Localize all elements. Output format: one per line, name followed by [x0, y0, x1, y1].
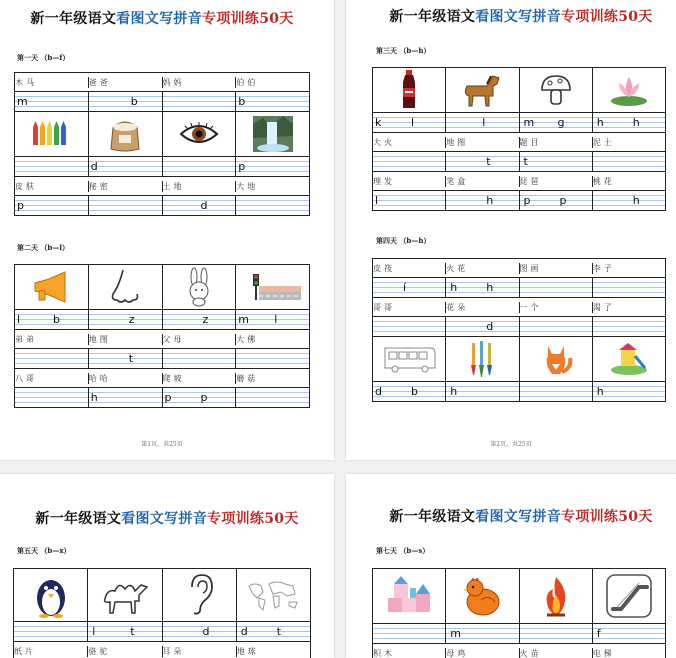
- eye-icon: [179, 122, 219, 146]
- page-footer: 第1页，共25页: [141, 441, 183, 448]
- word-row: 弟弟 地图 父母 大佛: [15, 329, 309, 348]
- playground-icon: [609, 342, 649, 376]
- day-7-label: 第七天 （b—s）: [376, 546, 430, 555]
- pinyin-row: d: [373, 316, 665, 336]
- page-title: 新一年级语文看图文写拼音专项训练50天: [389, 509, 653, 525]
- camel-icon: [99, 575, 151, 615]
- pinyin-row: m b b: [15, 91, 309, 111]
- worksheet-grid-4: [372, 258, 666, 402]
- word-row: 木马 爸爸 妈妈 伯伯: [15, 73, 309, 91]
- word-row: 皮筏 火花 图画 李子: [373, 259, 665, 277]
- hen-icon: [461, 574, 503, 618]
- pinyin-row: d b h h: [373, 381, 665, 401]
- pinyin-row: p d: [15, 195, 309, 215]
- rabbit-icon: [184, 267, 214, 307]
- day-1-label: 第一天 （b—f）: [17, 53, 70, 62]
- picture-row: [15, 111, 309, 156]
- page-title: 新一年级语文看图文写拼音专项训练50天: [35, 511, 299, 527]
- pinyin-row: t t: [373, 151, 665, 171]
- page-1: [0, 0, 334, 460]
- penguin-icon: [31, 572, 71, 618]
- horse-icon: [461, 72, 503, 108]
- word-row: 八哥 哈哈 爬坡 蘑菇: [15, 368, 309, 387]
- worksheet-grid-5: [13, 568, 311, 658]
- escalator-icon: [605, 573, 653, 619]
- flour-sack-icon: [105, 115, 145, 153]
- worksheet-grid-3: [372, 67, 666, 211]
- word-row: 哥哥 花朵 一个 渴了: [373, 297, 665, 316]
- picture-row: [14, 569, 310, 621]
- railroad-crossing-icon: [245, 272, 301, 302]
- pinyin-row: h p p: [15, 387, 309, 407]
- page-title: 新一年级语文看图文写拼音专项训练50天: [30, 11, 294, 27]
- day-4-label: 第四天 （b—h）: [376, 236, 431, 245]
- page-2: [346, 0, 676, 460]
- megaphone-icon: [31, 270, 71, 304]
- pinyin-row: t: [15, 348, 309, 368]
- pinyin-row: m f: [373, 623, 665, 643]
- word-row: 大火 地图 题目 泥土: [373, 132, 665, 151]
- page-footer: 第2页，共25页: [490, 441, 532, 448]
- picture-row: [373, 569, 665, 623]
- word-row: 纸片 骆驼 耳朵 地球: [14, 641, 310, 658]
- word-row: 积木 母鸡 火苗 电梯: [373, 643, 665, 658]
- day-3-label: 第三天 （b—h）: [376, 46, 431, 55]
- picture-row: [15, 265, 309, 309]
- crayons-icon: [31, 121, 71, 147]
- page-title: 新一年级语文看图文写拼音专项训练50天: [389, 9, 653, 25]
- worksheet-grid-1: [14, 72, 310, 216]
- day-2-label: 第二天 （b—l）: [17, 243, 69, 252]
- page-3: [0, 474, 334, 658]
- pinyin-row: l t d d t: [14, 621, 310, 641]
- day-5-label: 第五天 （b—x）: [17, 546, 71, 555]
- word-row: 理发 笔盒 琵琶 桃花: [373, 171, 665, 190]
- building-blocks-icon: [384, 574, 434, 618]
- pinyin-row: l b z z m l: [15, 309, 309, 329]
- pinyin-row: d p: [15, 156, 309, 176]
- paintbrushes-icon: [467, 339, 497, 379]
- picture-row: [373, 336, 665, 381]
- pinyin-row: í h h: [373, 277, 665, 297]
- lotus-icon: [609, 73, 649, 107]
- cola-bottle-icon: [399, 70, 419, 110]
- picture-row: [373, 68, 665, 112]
- flame-icon: [541, 575, 571, 617]
- worksheet-grid-7: [372, 568, 666, 658]
- word-row: 皮肤 秘密 土地 大地: [15, 176, 309, 195]
- nose-icon: [107, 268, 143, 306]
- fox-icon: [538, 340, 574, 378]
- bus-icon: [381, 344, 437, 374]
- world-map-icon: [245, 578, 301, 612]
- worksheet-grid-2: [14, 264, 310, 408]
- pinyin-row: l h p p h: [373, 190, 665, 210]
- ear-icon: [184, 573, 214, 617]
- waterfall-icon: [253, 116, 293, 152]
- pinyin-row: k l l m g h h: [373, 112, 665, 132]
- page-4: [346, 474, 676, 658]
- mushroom-icon: [538, 72, 574, 108]
